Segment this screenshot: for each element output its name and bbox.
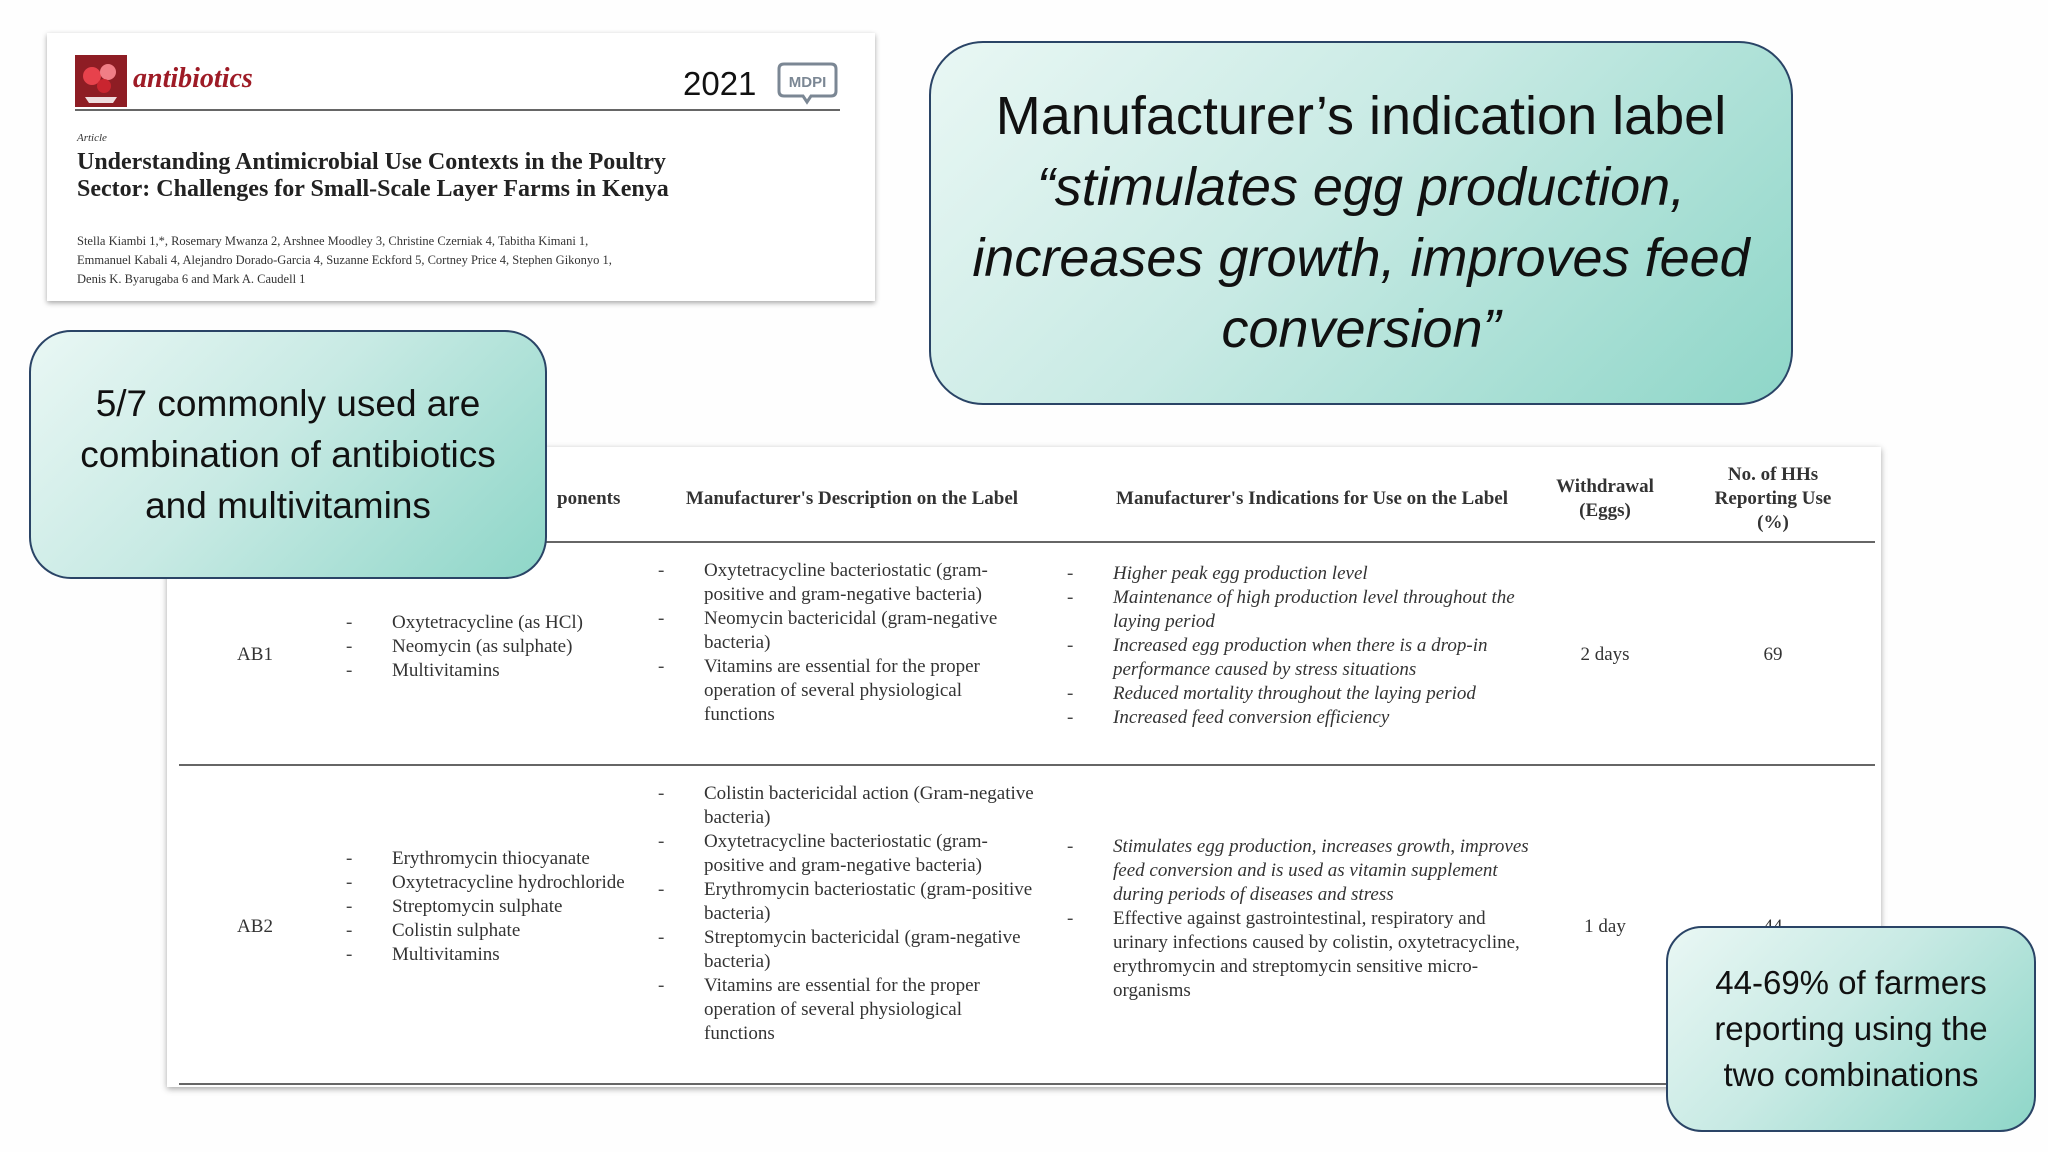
row-code: AB1 bbox=[237, 644, 273, 665]
callout-heading: Manufacturer’s indication label bbox=[995, 86, 1727, 146]
svg-text:MDPI: MDPI bbox=[788, 74, 827, 91]
row-description bbox=[704, 782, 1034, 1046]
header-withdrawal: Withdrawal (Eggs) bbox=[1556, 476, 1654, 521]
indication-item: - Effective against gastrointestinal, respiratory and urinary infections caused by colistin, oxytetracycline, erythromycin and streptomycin sensitive micro-organisms bbox=[1113, 907, 1533, 1003]
table-bottom-rule bbox=[179, 1083, 1875, 1085]
authors-line: Stella Kiambi 1,*, Rosemary Mwanza 2, Arshnee Moodley 3, Christine Czerniak 4, Tabitha Kimani 1, bbox=[77, 234, 589, 248]
article-title bbox=[77, 149, 817, 203]
description-item: - Streptomycin bactericidal (gram-negative bacteria) bbox=[704, 926, 1034, 974]
farmers-usage-callout bbox=[1666, 926, 2036, 1132]
article-header-card bbox=[47, 33, 875, 301]
component-item: - Multivitamins bbox=[392, 659, 632, 683]
indication-item: - Higher peak egg production level bbox=[1113, 562, 1533, 586]
journal-name: antibiotics bbox=[133, 63, 253, 94]
indication-item: - Maintenance of high production level throughout the laying period bbox=[1113, 586, 1533, 634]
row-divider bbox=[179, 764, 1875, 766]
component-item: - Erythromycin thiocyanate bbox=[392, 847, 632, 871]
article-title-line: Understanding Antimicrobial Use Contexts in the Poultry bbox=[77, 149, 666, 175]
header-hhs-reporting: No. of HHs Reporting Use (%) bbox=[1714, 464, 1832, 533]
description-item: - Vitamins are essential for the proper operation of several physiological functions bbox=[704, 974, 1034, 1046]
callout-text: 44-69% of farmers reporting using the two combinations bbox=[1714, 964, 1988, 1093]
description-item: - Neomycin bactericidal (gram-negative bacteria) bbox=[704, 607, 1034, 655]
component-item: - Colistin sulphate bbox=[392, 919, 632, 943]
indication-item: - Stimulates egg production, increases growth, improves feed conversion and is used as vitamin supplement during periods of diseases and stress bbox=[1113, 835, 1533, 907]
description-item: - Oxytetracycline bacteriostatic (gram-positive and gram-negative bacteria) bbox=[704, 559, 1034, 607]
header-indications: Manufacturer's Indications for Use on the Label bbox=[1116, 488, 1508, 509]
article-authors bbox=[77, 232, 837, 289]
description-item: - Vitamins are essential for the proper operation of several physiological functions bbox=[704, 655, 1034, 727]
row-withdrawal: 1 day bbox=[1584, 916, 1626, 937]
row-withdrawal: 2 days bbox=[1580, 644, 1630, 665]
row-components bbox=[392, 847, 632, 967]
row-hhs-percent: 69 bbox=[1763, 644, 1783, 665]
row-components bbox=[392, 611, 632, 683]
antibiotics-journal-logo bbox=[75, 55, 127, 107]
callout-quote: “stimulates egg production, increases growth, improves feed conversion” bbox=[972, 157, 1750, 359]
row-indications bbox=[1113, 835, 1533, 1003]
authors-line: Emmanuel Kabali 4, Alejandro Dorado-Garcia 4, Suzanne Eckford 5, Cortney Price 4, Stephen Gikonyo 1, bbox=[77, 253, 612, 267]
component-item: - Oxytetracycline (as HCl) bbox=[392, 611, 632, 635]
combination-callout bbox=[29, 330, 547, 579]
article-title-line: Sector: Challenges for Small-Scale Layer Farms in Kenya bbox=[77, 176, 669, 202]
description-item: - Colistin bactericidal action (Gram-negative bacteria) bbox=[704, 782, 1034, 830]
description-item: - Oxytetracycline bacteriostatic (gram-positive and gram-negative bacteria) bbox=[704, 830, 1034, 878]
header-divider bbox=[75, 109, 840, 111]
header-components: ponents bbox=[557, 488, 621, 509]
mdpi-logo bbox=[775, 61, 840, 105]
indication-item: - Increased egg production when there is a drop-in performance caused by stress situations bbox=[1113, 634, 1533, 682]
header-description: Manufacturer's Description on the Label bbox=[685, 488, 1019, 509]
manufacturer-label-callout bbox=[929, 41, 1793, 405]
callout-text: 5/7 commonly used are combination of antibiotics and multivitamins bbox=[80, 383, 496, 526]
component-item: - Neomycin (as sulphate) bbox=[392, 635, 632, 659]
authors-line: Denis K. Byarugaba 6 and Mark A. Caudell 1 bbox=[77, 272, 306, 286]
indication-item: - Increased feed conversion efficiency bbox=[1113, 706, 1533, 730]
row-description bbox=[704, 559, 1034, 727]
component-item: - Oxytetracycline hydrochloride bbox=[392, 871, 632, 895]
row-code: AB2 bbox=[237, 916, 273, 937]
component-item: - Streptomycin sulphate bbox=[392, 895, 632, 919]
row-indications bbox=[1113, 562, 1533, 730]
article-type: Article bbox=[77, 132, 107, 144]
indication-item: - Reduced mortality throughout the laying period bbox=[1113, 682, 1533, 706]
article-year: 2021 bbox=[683, 65, 757, 102]
description-item: - Erythromycin bacteriostatic (gram-positive bacteria) bbox=[704, 878, 1034, 926]
component-item: - Multivitamins bbox=[392, 943, 632, 967]
